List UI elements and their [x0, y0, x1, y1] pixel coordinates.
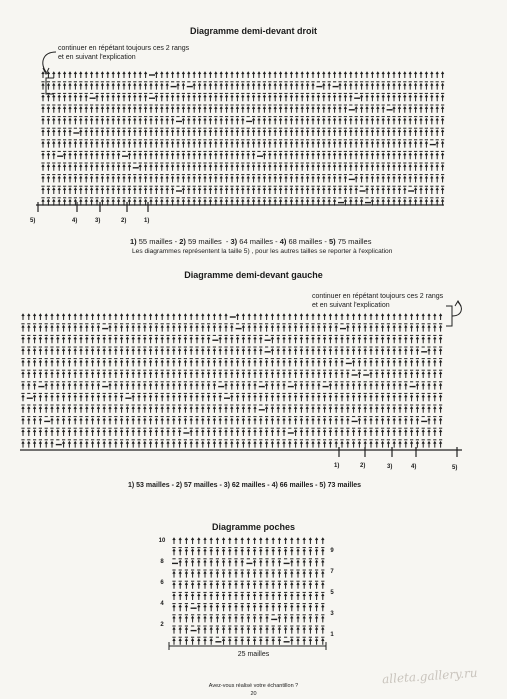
diagram-left-marker: 3): [387, 464, 393, 470]
diagram-left-note: [312, 292, 443, 310]
page-number: 20: [250, 691, 257, 697]
size-num: 4): [279, 237, 287, 246]
diagram-right-marker: 3): [95, 218, 101, 224]
diagram-left-note-line2: et en suivant l'explication: [312, 302, 390, 309]
knitting-chart-left: [16, 312, 456, 450]
diagram-right-marker-axis: [34, 200, 454, 214]
row-number: 9: [330, 548, 334, 554]
size-label: 59 mailles: [187, 237, 222, 246]
diagram-pockets-title: Diagramme poches: [211, 522, 296, 532]
diagram-right-legend: Les diagrammes représentent la taille 5) , pour les autres tailles se reporter à l'explication: [132, 248, 393, 255]
pocket-width-line: [166, 642, 330, 650]
diagram-left-sizes: 1) 53 mailles - 2) 57 mailles - 3) 62 mailles - 4) 66 mailles - 5) 73 mailles: [128, 482, 362, 489]
row-number: 10: [158, 538, 166, 544]
row-number: 8: [160, 559, 164, 565]
size-sep: -: [275, 237, 278, 246]
diagram-left-title: Diagramme demi-devant gauche: [184, 270, 323, 280]
row-number: 6: [160, 580, 164, 586]
diagram-right-sizes: [130, 237, 371, 246]
footer-question: Avez-vous réalisé votre échantillon ?: [208, 683, 299, 689]
diagram-right-marker: 2): [121, 218, 127, 224]
size-num: 1): [130, 237, 137, 246]
watermark: alleta.gallery.ru: [381, 665, 478, 687]
diagram-right-note: [58, 44, 189, 62]
diagram-left-marker-axis: [16, 445, 466, 459]
size-label: 75 mailles: [337, 237, 372, 246]
row-number: 7: [330, 569, 334, 575]
diagram-right-note-line2: et en suivant l'explication: [58, 54, 136, 61]
diagram-left-marker: 2): [360, 463, 366, 469]
diagram-left-marker: 1): [334, 463, 340, 469]
row-number: 3: [330, 611, 334, 617]
diagram-right-marker: 5): [30, 218, 36, 224]
size-sep: -: [174, 237, 178, 246]
size-sep: -: [225, 237, 229, 246]
size-label: 55 mailles: [138, 237, 173, 246]
knitting-chart-right: [34, 70, 454, 206]
pocket-stitches-label: 25 mailles: [237, 651, 270, 658]
knitting-chart-pockets: [168, 536, 328, 646]
size-label: 68 mailles: [288, 237, 323, 246]
row-number: 2: [160, 622, 164, 628]
size-label: 64 mailles: [239, 237, 274, 246]
diagram-right-marker: 4): [72, 218, 78, 224]
diagram-right-note-line1: continuer en répétant toujours ces 2 rangs: [58, 45, 190, 52]
size-num: 2): [179, 237, 186, 246]
row-number: 1: [330, 632, 334, 638]
diagram-left-note-line1: continuer en répétant toujours ces 2 rangs: [312, 293, 444, 300]
row-number: 4: [160, 601, 164, 607]
diagram-left-marker: 5): [452, 465, 458, 471]
diagram-left-marker: 4): [411, 464, 417, 470]
size-num: 5): [328, 237, 336, 246]
size-num: 3): [230, 237, 238, 246]
diagram-right-marker: 1): [144, 218, 150, 224]
diagram-right-title: Diagramme demi-devant droit: [189, 26, 318, 36]
size-sep: -: [324, 237, 327, 246]
row-number: 5: [330, 590, 334, 596]
